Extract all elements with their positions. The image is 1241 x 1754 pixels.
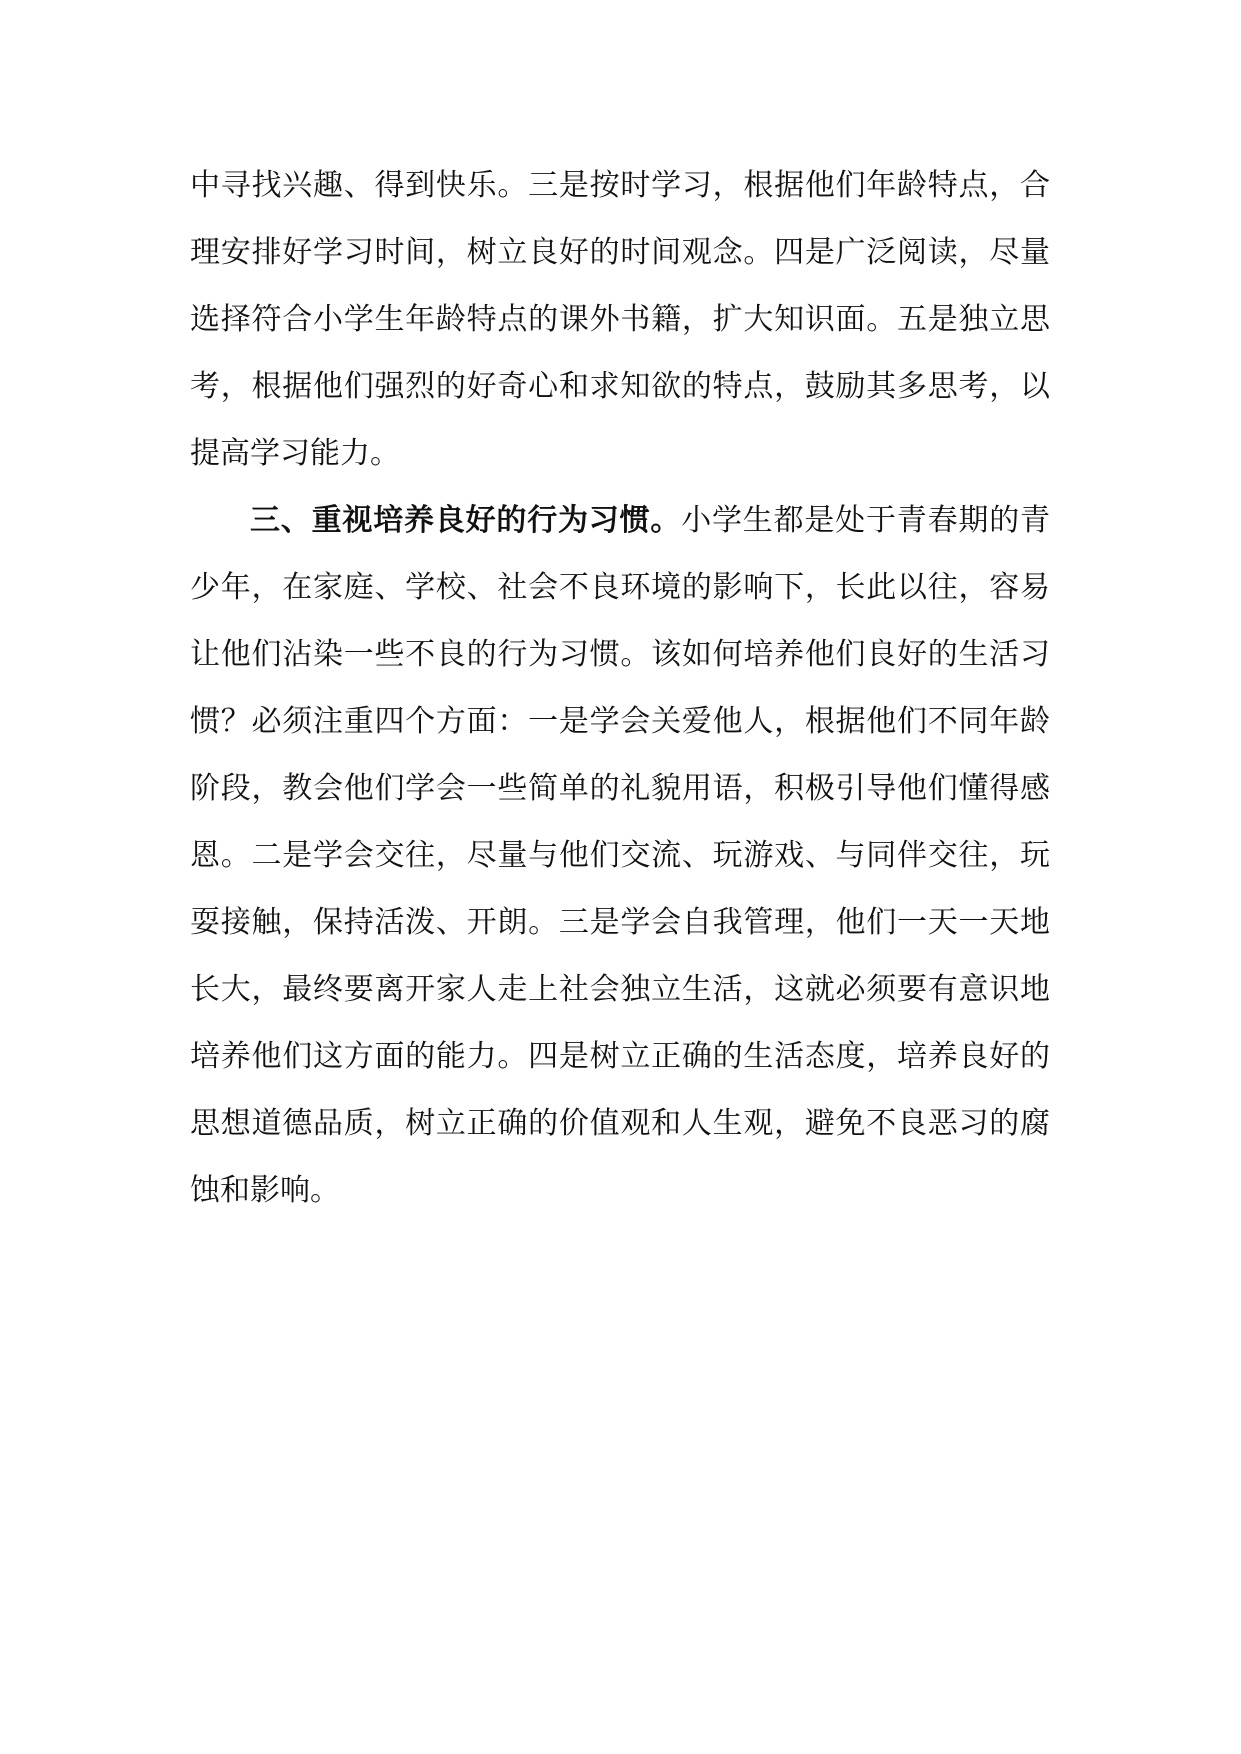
text-line: 理安排好学习时间，树立良好的时间观念。四是广泛阅读，尽量 bbox=[190, 235, 1050, 270]
text-line: 少年，在家庭、学校、社会不良环境的影响下，长此以往，容易 bbox=[190, 570, 1050, 605]
section-heading: 三、重视培养良好的行为习惯。 bbox=[250, 503, 682, 538]
text-line: 让他们沾染一些不良的行为习惯。该如何培养他们良好的生活习 bbox=[190, 637, 1050, 672]
text-line: 耍接触，保持活泼、开朗。三是学会自我管理，他们一天一天地 bbox=[190, 905, 1050, 940]
paragraph-first-line bbox=[190, 487, 1050, 554]
body-text bbox=[190, 152, 1050, 1224]
text-line: 培养他们这方面的能力。四是树立正确的生活态度，培养良好的 bbox=[190, 1039, 1050, 1074]
text-line: 恩。二是学会交往，尽量与他们交流、玩游戏、与同伴交往，玩 bbox=[190, 838, 1050, 873]
text-line: 提高学习能力。 bbox=[190, 436, 400, 471]
text-line: 思想道德品质，树立正确的价值观和人生观，避免不良恶习的腐 bbox=[190, 1106, 1050, 1141]
text-line: 阶段，教会他们学会一些简单的礼貌用语，积极引导他们懂得感 bbox=[190, 771, 1050, 806]
text-line: 考，根据他们强烈的好奇心和求知欲的特点，鼓励其多思考，以 bbox=[190, 369, 1050, 404]
text-line: 长大，最终要离开家人走上社会独立生活，这就必须要有意识地 bbox=[190, 972, 1050, 1007]
text-span: 小学生都是处于青春期的青 bbox=[681, 503, 1051, 538]
text-line: 蚀和影响。 bbox=[190, 1173, 340, 1208]
paragraph-2 bbox=[190, 487, 1050, 1224]
text-line: 选择符合小学生年龄特点的课外书籍，扩大知识面。五是独立思 bbox=[190, 302, 1050, 337]
paragraph-1 bbox=[190, 152, 1050, 487]
text-line: 中寻找兴趣、得到快乐。三是按时学习，根据他们年龄特点，合 bbox=[190, 168, 1050, 203]
text-line: 惯？必须注重四个方面：一是学会关爱他人，根据他们不同年龄 bbox=[190, 704, 1050, 739]
